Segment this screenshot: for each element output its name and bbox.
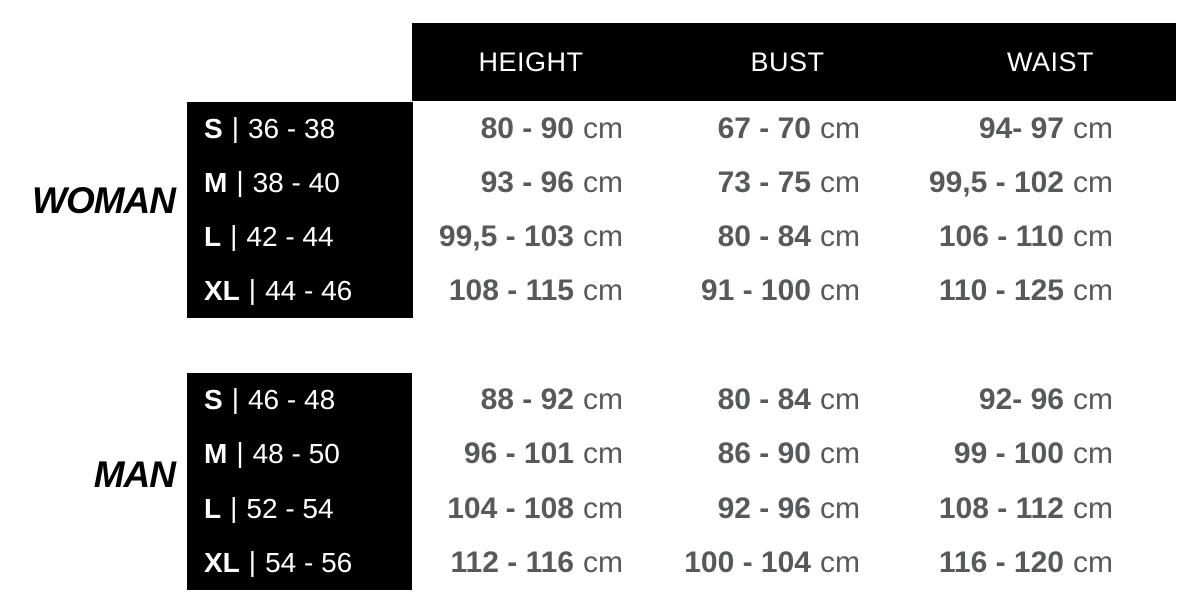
woman-m-height bbox=[412, 156, 650, 210]
bust-value: 92 - 96 bbox=[717, 491, 811, 525]
size-letter: L bbox=[204, 221, 222, 252]
woman-l-height bbox=[412, 210, 650, 264]
size-range: 54 - 56 bbox=[265, 546, 353, 578]
unit-label: cm bbox=[1073, 545, 1113, 579]
unit-label: cm bbox=[820, 545, 860, 579]
man-s-waist bbox=[925, 373, 1176, 427]
size-letter: XL bbox=[204, 275, 240, 306]
woman-xl-height bbox=[412, 264, 650, 318]
size-letter: S bbox=[204, 384, 223, 416]
size-separator: | bbox=[236, 437, 244, 469]
woman-s-waist bbox=[925, 102, 1176, 156]
woman-m-waist bbox=[925, 156, 1176, 210]
unit-label: cm bbox=[583, 545, 623, 579]
size-range: 52 - 54 bbox=[246, 492, 334, 524]
unit-label: cm bbox=[820, 437, 860, 471]
unit-label: cm bbox=[820, 220, 860, 253]
height-value: 104 - 108 bbox=[447, 491, 574, 525]
man-s-bust bbox=[650, 373, 925, 427]
man-xl-waist bbox=[925, 536, 1176, 590]
man-l-waist bbox=[925, 482, 1176, 536]
height-value: 99,5 - 103 bbox=[438, 220, 574, 253]
size-row-man-l bbox=[204, 493, 412, 525]
woman-m-bust bbox=[650, 156, 925, 210]
woman-label: WOMAN bbox=[32, 180, 175, 221]
size-row-man-xl bbox=[204, 547, 412, 579]
bust-value: 80 - 84 bbox=[717, 383, 811, 417]
height-value: 80 - 90 bbox=[480, 112, 574, 145]
bust-value: 86 - 90 bbox=[717, 437, 811, 471]
size-separator: | bbox=[231, 112, 239, 143]
unit-label: cm bbox=[1073, 274, 1113, 307]
unit-label: cm bbox=[820, 383, 860, 417]
size-separator: | bbox=[231, 383, 239, 415]
man-m-waist bbox=[925, 427, 1176, 481]
man-label: MAN bbox=[93, 454, 175, 495]
man-s-height bbox=[412, 373, 650, 427]
size-letter: M bbox=[204, 167, 228, 198]
size-separator: | bbox=[236, 166, 244, 197]
size-row-woman-m bbox=[204, 167, 413, 199]
unit-label: cm bbox=[1073, 220, 1113, 253]
unit-label: cm bbox=[1073, 166, 1113, 199]
unit-label: cm bbox=[1073, 491, 1113, 525]
size-row-woman-l bbox=[204, 221, 413, 253]
size-letter: S bbox=[204, 113, 223, 144]
bust-value: 100 - 104 bbox=[684, 545, 811, 579]
height-value: 108 - 115 bbox=[448, 274, 574, 307]
bust-value: 80 - 84 bbox=[717, 220, 811, 253]
size-range: 42 - 44 bbox=[246, 221, 334, 252]
size-range: 48 - 50 bbox=[252, 438, 340, 470]
waist-value: 110 - 125 bbox=[938, 274, 1064, 307]
unit-label: cm bbox=[583, 166, 623, 199]
size-letter: M bbox=[204, 438, 228, 470]
size-separator: | bbox=[230, 220, 238, 251]
height-value: 112 - 116 bbox=[450, 545, 574, 579]
man-size-box bbox=[187, 373, 412, 590]
woman-l-waist bbox=[925, 210, 1176, 264]
size-separator: | bbox=[230, 491, 238, 523]
height-value: 93 - 96 bbox=[480, 166, 574, 199]
unit-label: cm bbox=[1073, 437, 1113, 471]
waist-value: 106 - 110 bbox=[938, 220, 1064, 253]
unit-label: cm bbox=[820, 491, 860, 525]
height-value: 96 - 101 bbox=[463, 437, 574, 471]
size-range: 46 - 48 bbox=[247, 384, 336, 416]
man-measurements bbox=[412, 373, 1176, 590]
man-m-bust bbox=[650, 427, 925, 481]
woman-xl-waist bbox=[925, 264, 1176, 318]
bust-value: 91 - 100 bbox=[700, 274, 811, 307]
size-separator: | bbox=[248, 274, 257, 305]
bust-value: 67 - 70 bbox=[717, 112, 811, 145]
man-m-height bbox=[412, 427, 650, 481]
size-row-man-m bbox=[204, 438, 412, 470]
unit-label: cm bbox=[820, 166, 860, 199]
bust-value: 73 - 75 bbox=[717, 166, 811, 199]
unit-label: cm bbox=[1073, 112, 1113, 145]
unit-label: cm bbox=[583, 220, 623, 253]
size-separator: | bbox=[248, 545, 257, 577]
unit-label: cm bbox=[583, 437, 623, 471]
waist-value: 116 - 120 bbox=[938, 545, 1064, 579]
waist-value: 108 - 112 bbox=[938, 491, 1064, 525]
waist-value: 99 - 100 bbox=[953, 437, 1064, 471]
woman-measurements bbox=[412, 102, 1176, 318]
unit-label: cm bbox=[820, 274, 860, 307]
woman-size-box bbox=[187, 102, 413, 318]
height-value: 88 - 92 bbox=[480, 383, 574, 417]
man-xl-bust bbox=[650, 536, 925, 590]
size-range: 44 - 46 bbox=[265, 275, 353, 306]
size-range: 38 - 40 bbox=[252, 167, 340, 198]
size-row-man-s bbox=[204, 384, 412, 416]
unit-label: cm bbox=[820, 112, 860, 145]
woman-xl-bust bbox=[650, 264, 925, 318]
unit-label: cm bbox=[583, 383, 623, 417]
size-letter: XL bbox=[204, 546, 240, 578]
woman-s-bust bbox=[650, 102, 925, 156]
waist-value: 92- 96 bbox=[978, 383, 1064, 417]
unit-label: cm bbox=[583, 274, 623, 307]
waist-value: 94- 97 bbox=[978, 112, 1064, 145]
unit-label: cm bbox=[583, 491, 623, 525]
header-height: HEIGHT bbox=[478, 46, 584, 77]
size-range: 36 - 38 bbox=[247, 113, 336, 144]
column-header-bar bbox=[412, 23, 1176, 101]
size-letter: L bbox=[204, 492, 222, 524]
unit-label: cm bbox=[583, 112, 623, 145]
woman-l-bust bbox=[650, 210, 925, 264]
header-waist: WAIST bbox=[1007, 46, 1094, 77]
man-xl-height bbox=[412, 536, 650, 590]
man-l-bust bbox=[650, 482, 925, 536]
waist-value: 99,5 - 102 bbox=[928, 166, 1064, 199]
header-bust: BUST bbox=[750, 46, 825, 77]
unit-label: cm bbox=[1073, 383, 1113, 417]
size-row-woman-s bbox=[204, 113, 413, 145]
man-l-height bbox=[412, 482, 650, 536]
size-row-woman-xl bbox=[204, 275, 413, 307]
woman-s-height bbox=[412, 102, 650, 156]
